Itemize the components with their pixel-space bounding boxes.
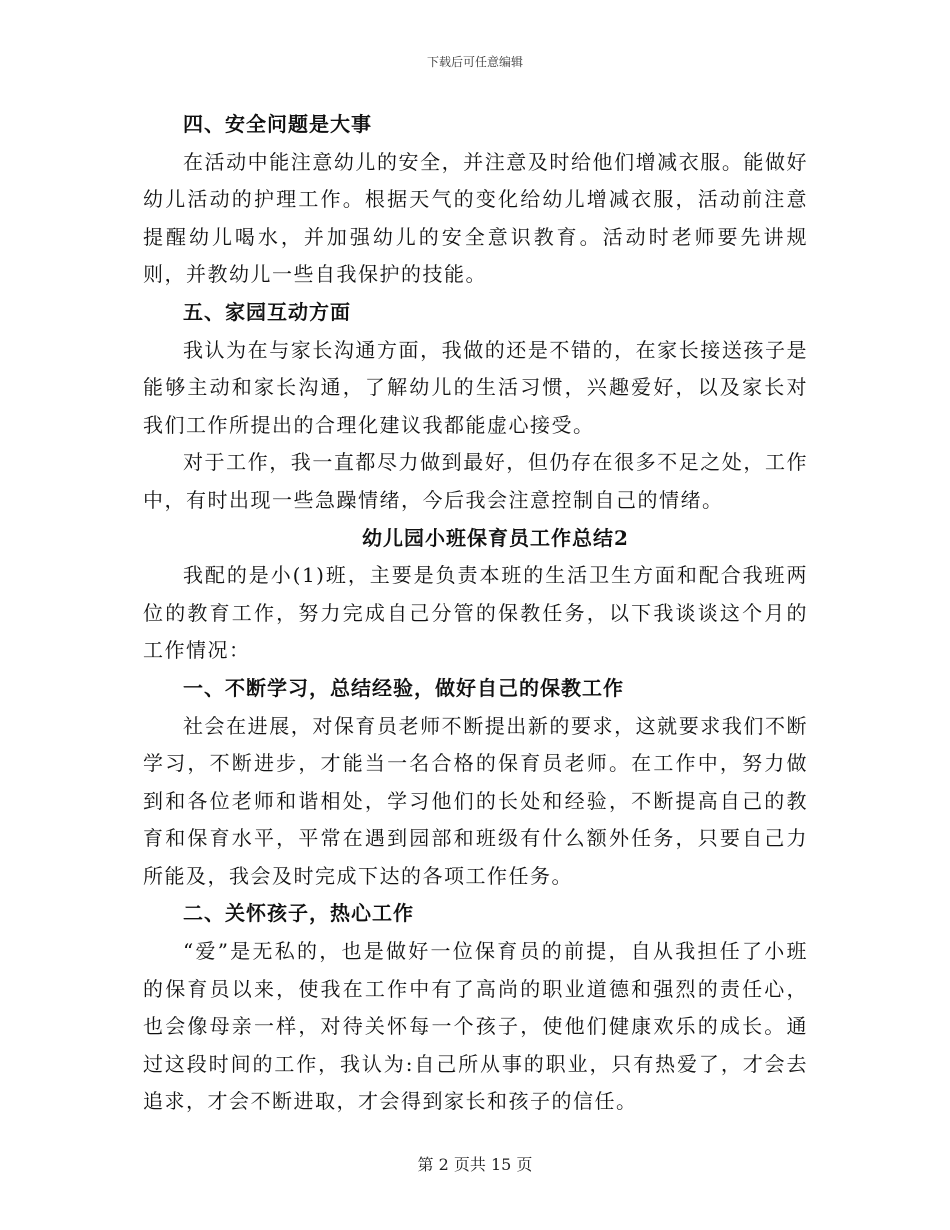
paragraph-class-intro: 我配的是小(1)班，主要是负责本班的生活卫生方面和配合我班两位的教育工作，努力完成自己分管的保教任务，以下我谈谈这个月的工作情况： — [143, 563, 808, 663]
download-editable-note: 下载后可任意编辑 — [426, 55, 523, 69]
document-body — [143, 106, 808, 1121]
paragraph-learning: 社会在进展，对保育员老师不断提出新的要求，这就要求我们不断学习，不断进步，才能当一名合格的保育员老师。在工作中，努力做到和各位老师和谐相处，学习他们的长处和经验，不断提高自己的教育和保育水平，平常在遇到园部和班级有什么额外任务，只要自己力所能及，我会及时完成下达的各项工作任务。 — [143, 713, 808, 888]
section-heading-home-school: 五、家园互动方面 — [183, 299, 351, 324]
paragraph-self-reflection: 对于工作，我一直都尽力做到最好，但仍存在很多不足之处，工作中，有时出现一些急躁情绪，今后我会注意控制自己的情绪。 — [143, 450, 808, 512]
section-heading-safety: 四、安全问题是大事 — [183, 112, 372, 136]
paragraph-caring: “爱”是无私的，也是做好一位保育员的前提，自从我担任了小班的保育员以来，使我在工作中有了高尚的职业道德和强烈的责任心，也会像母亲一样，对待关怀每一个孩子，使他们健康欢乐的成长。通过这段时间的工作，我认为:自己所从事的职业，只有热爱了，才会去追求，才会不断进取，才会得到家长和孩子的信任。 — [143, 939, 808, 1114]
paragraph-safety: 在活动中能注意幼儿的安全，并注意及时给他们增减衣服。能做好幼儿活动的护理工作。根据天气的变化给幼儿增减衣服，活动前注意提醒幼儿喝水，并加强幼儿的安全意识教育。活动时老师要先讲规则，并教幼儿一些自我保护的技能。 — [143, 149, 808, 287]
section-heading-learning: 一、不断学习，总结经验，做好自己的保教工作 — [183, 675, 624, 700]
document-subtitle: 幼儿园小班保育员工作总结2 — [362, 525, 629, 550]
paragraph-home-school: 我认为在与家长沟通方面，我做的还是不错的，在家长接送孩子是能够主动和家长沟通，了解幼儿的生活习惯，兴趣爱好，以及家长对我们工作所提出的合理化建议我都能虚心接受。 — [143, 337, 808, 437]
section-heading-caring: 二、关怀孩子，热心工作 — [183, 901, 414, 926]
page-indicator: 第 2 页共 15 页 — [417, 1155, 533, 1174]
